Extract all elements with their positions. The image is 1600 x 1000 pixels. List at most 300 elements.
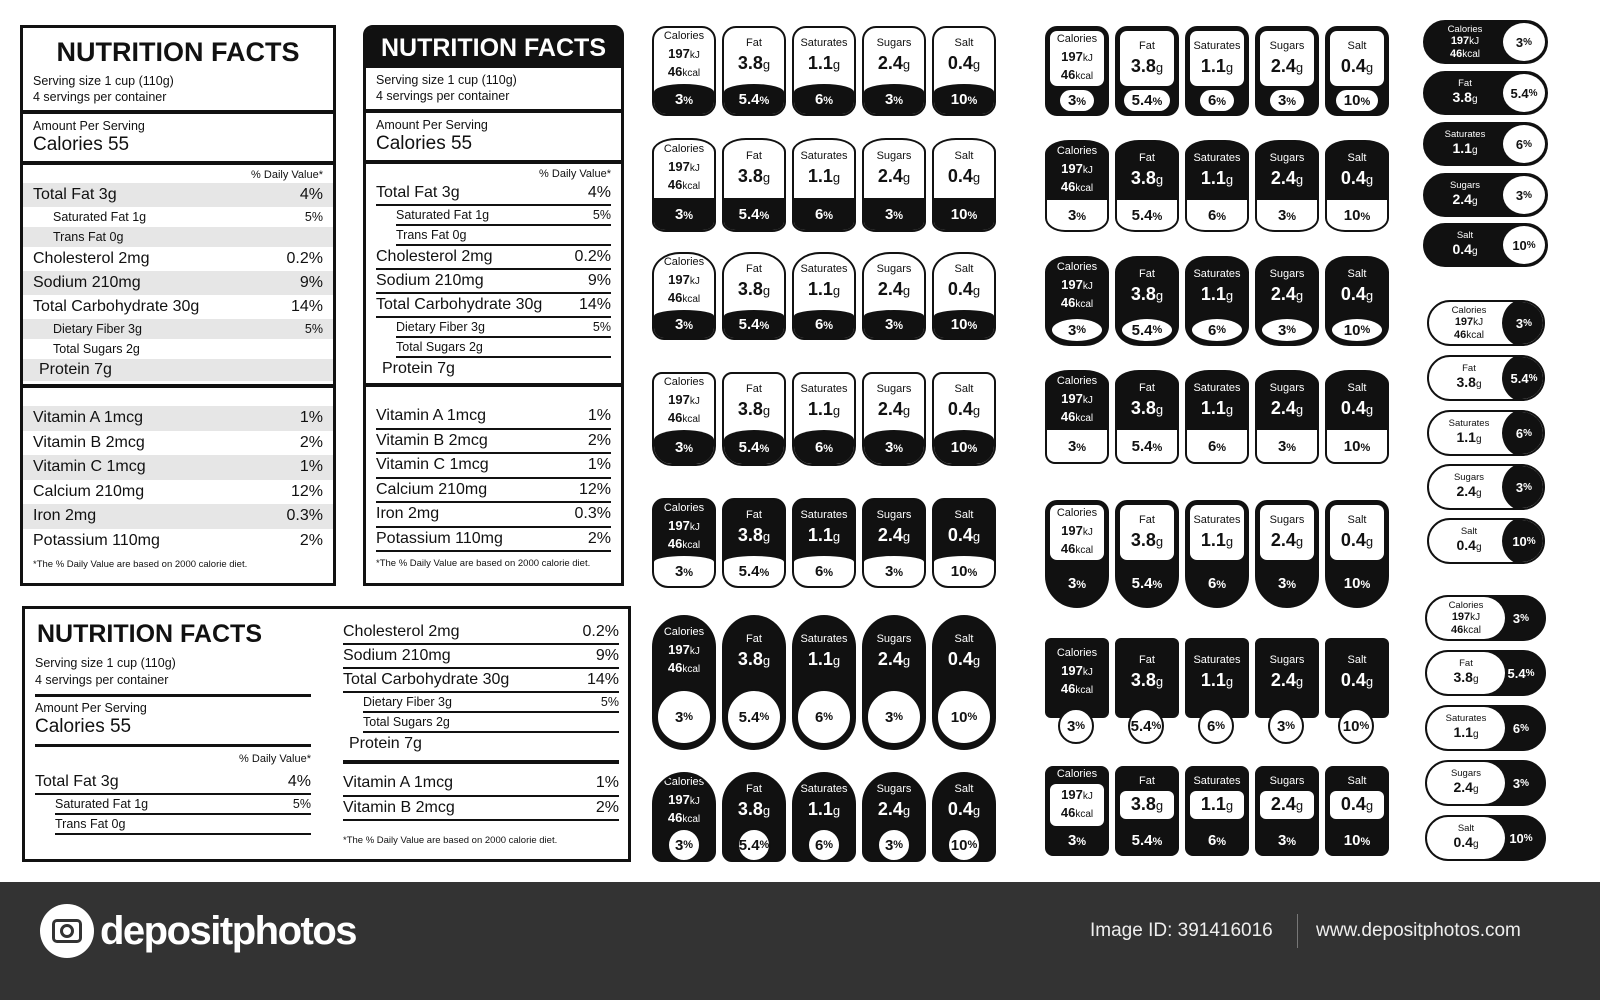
badge-label: Salt [1347,39,1367,52]
percent-unit: % [823,442,834,455]
percent-number: 10 [950,562,968,580]
amount-per-serving: Amount Per Serving [35,701,147,715]
percent-unit: % [1076,324,1087,336]
amount-unit: kcal [682,540,701,551]
nutrient-row [35,771,311,795]
percent-value [675,91,693,108]
amount-unit: g [1225,59,1234,75]
badge-daily-value [794,830,854,860]
percent-number: 6 [814,90,824,108]
amount-per-serving: Amount Per Serving [33,119,145,133]
serving-size: Serving size 1 cup (110g) [33,74,174,88]
percent-value [1132,832,1163,849]
badge-label: Sugars [876,509,912,521]
badge-content [794,617,854,686]
badge-label: Fat [1139,775,1155,787]
amount-value [878,525,910,547]
badge-amount [808,525,840,547]
percent-number: 3 [674,562,684,580]
percent-unit: % [823,566,834,579]
badge-amount [1120,791,1174,819]
amount-value [668,159,700,177]
badge-daily-value [724,430,784,464]
badge-daily-value [724,198,784,230]
amount-number: 0.4 [1340,55,1366,76]
amount-value [1061,391,1093,409]
pill-daily-value [1499,653,1543,693]
percent-number: 3 [884,315,894,333]
badge-amount [1341,530,1373,552]
image-id: Image ID: 391416016 [1090,920,1273,941]
amount-number: 0.4 [947,799,973,819]
badge-daily-value [934,686,994,748]
badge-label: Sugars [876,263,912,275]
nutrient-rows [333,621,629,755]
amount-number: 3.8 [737,279,763,299]
amount-unit: g [972,652,981,668]
badge-daily-value [1117,86,1177,114]
nutrient-badge-saturates [792,615,856,750]
vitamin-row [376,430,611,455]
vitamin-name: Vitamin C 1mcg [376,456,489,474]
amount-number: 2.4 [1456,483,1476,499]
pill-label: Calories [1447,23,1483,35]
badge-daily-value [794,556,854,586]
badge-daily-value [1117,430,1177,462]
percent-number: 3 [1515,34,1524,50]
badge-content [934,774,994,830]
amount-value [1452,611,1480,624]
nutrient-row [376,358,611,380]
percent-value [885,563,903,580]
amount-number: 2.4 [877,648,903,669]
badge-daily-value [934,430,994,464]
vitamin-daily-value: 12% [578,480,611,498]
amount-unit: g [1295,288,1304,303]
amount-value [1131,530,1163,552]
percent-number: 10 [950,205,968,223]
amount-number: 2.4 [1270,794,1296,814]
amount-number: 46 [667,410,683,425]
badge-content [654,140,714,198]
nutrient-daily-value: 5% [592,208,611,222]
percent-unit: % [1152,835,1163,848]
amount-number: 1.1 [1200,284,1226,304]
badge-daily-value [724,686,784,748]
nutrient-badge-saturates [792,772,856,862]
amount-value [668,272,700,290]
pill-label: Fat [1459,658,1473,669]
nutrient-name: Total Carbohydrate 30g [33,298,200,315]
badge-content [654,774,714,830]
badge-daily-value [1327,200,1387,230]
badge-content [934,374,994,430]
badge-label: Saturates [1193,654,1241,666]
nutrient-row [343,733,619,755]
amount-number: 3.8 [737,166,763,186]
amount-unit: kJ [689,163,700,174]
vitamin-daily-value: 1% [299,458,323,476]
percent-unit: % [1216,835,1227,848]
amount-unit: kJ [689,50,700,61]
amount-number: 197 [668,46,690,61]
site-url[interactable]: www.depositphotos.com [1316,920,1521,941]
badge-content [654,28,714,84]
amount-unit: kcal [1075,685,1094,696]
nutrient-row [376,270,611,294]
badge-label: Calories [1056,261,1098,273]
amount-value [1201,56,1233,78]
percent-value [1200,90,1234,111]
amount-number: 197 [668,641,690,657]
badge-amount [1271,56,1303,78]
vitamin-daily-value: 1% [595,774,619,792]
amount-value [1061,523,1093,541]
percent-number: 3 [1512,775,1521,791]
vitamin-daily-value: 0.3% [574,505,611,523]
badge-label: Calories [1056,506,1098,519]
badge-daily-value [724,830,784,860]
badge-daily-value [1047,706,1107,735]
percent-value [1260,317,1314,343]
badge-content [654,374,714,430]
nutrient-name: Total Fat 3g [376,184,460,201]
nutrient-pill-saturates [1423,122,1548,166]
vitamin-row [376,528,611,553]
nutrient-badge-saturates [792,498,856,588]
percent-unit: % [823,94,834,107]
nutrient-name: Sodium 210mg [33,274,141,291]
percent-value [1278,438,1296,455]
amount-unit: g [1475,542,1482,553]
percent-unit: % [967,566,978,579]
amount-unit: g [832,403,841,418]
amount-unit: kcal [1075,413,1094,424]
amount-unit: g [1225,533,1234,549]
badge-amount [1271,530,1303,552]
percent-value [1330,317,1384,343]
amount-unit: g [762,529,771,544]
percent-unit: % [1285,720,1296,732]
badge-content [1050,31,1104,86]
amount-unit: g [1475,434,1482,445]
percent-unit: % [1360,441,1371,454]
nutrient-pill-fat [1423,71,1548,115]
badge-label: Calories [1056,375,1098,387]
badge-content [864,500,924,556]
amount-unit: g [972,57,981,72]
badge-label: Saturates [1193,39,1241,52]
amount-number: 197 [668,518,690,533]
amount-value [1271,670,1303,692]
percent-value [1132,438,1163,455]
percent-number: 3 [1067,91,1077,109]
nutrient-row [23,183,333,207]
vitamin-daily-value: 1% [587,407,611,425]
badge-daily-value [864,556,924,586]
amount-unit: g [1472,784,1479,795]
pill-label: Salt [1460,526,1478,537]
nutrient-daily-value: 0.2% [286,250,323,267]
badge-amount [1271,284,1303,306]
badge-amount [1131,670,1163,692]
amount-value [1453,834,1478,853]
badge-amount [1330,791,1384,819]
amount-number: 3.8 [1130,529,1156,550]
nutrient-badge-saturates [792,372,856,466]
amount-unit: kJ [689,522,700,533]
percent-number: 3 [884,90,894,108]
badge-label: Saturates [1193,382,1241,394]
nutrient-daily-value: 4% [587,184,611,201]
percent-value [815,316,833,333]
percent-unit: % [1152,578,1163,591]
percent-number: 10 [950,836,968,854]
amount-value [1131,670,1163,692]
badge-content [1330,505,1384,560]
badge-content [1047,372,1107,430]
nutrient-pill-salt [1427,518,1545,564]
vitamin-rows [333,772,629,821]
pill-daily-value [1503,226,1545,264]
badge-daily-value [794,84,854,114]
percent-value [675,563,693,580]
badge-content [1187,768,1247,826]
amount-unit: kJ [689,796,700,807]
amount-value [808,279,840,301]
amount-number: 197 [1454,315,1474,328]
nutrient-row [396,206,611,226]
badge-label: Salt [954,150,974,162]
percent-unit: % [1286,578,1297,591]
amount-number: 3.8 [1130,794,1156,814]
serving-size: Serving size 1 cup (110g) [376,73,517,87]
amount-value [1061,67,1093,85]
badge-amount [1341,168,1373,190]
percent-value [1124,90,1171,111]
badge-label: Sugars [876,37,912,49]
amount-number: 46 [1060,540,1076,556]
amount-value [1341,530,1373,552]
nutrient-badge-calories [1045,370,1109,464]
amount-value [1455,316,1483,329]
nutrient-name: Total Fat 3g [35,773,119,790]
nutrient-badge-sugars [862,372,926,466]
vitamin-row [343,797,619,822]
amount-number: 46 [667,536,683,551]
percent-unit: % [1286,441,1297,454]
amount-value [948,649,980,671]
badge-amount [1271,168,1303,190]
amount-number: 3.8 [1456,374,1476,390]
badge-amount [948,279,980,301]
amount-unit: kJ [1082,667,1093,678]
badge-amount [738,799,770,821]
amount-number: 46 [667,177,683,192]
badge-label: Sugars [876,783,912,795]
percent-unit: % [1523,832,1533,844]
amount-unit: g [902,57,911,72]
badge-daily-value [934,830,994,860]
badge-content [1117,640,1177,706]
badge-content [1327,640,1387,706]
badge-label: Saturates [1193,775,1241,787]
percent-unit: % [1152,95,1163,108]
amount-unit: kJ [1470,611,1481,623]
calories: Calories 55 [33,134,130,155]
badge-daily-value [1117,316,1177,344]
amount-value [1061,681,1093,699]
amount-value [808,53,840,75]
badge-amount [1201,398,1233,420]
badge-content [794,500,854,556]
percent-number: 3 [884,438,894,456]
percent-number: 5.4 [1131,91,1153,109]
amount-value [878,166,910,188]
percent-value [739,206,770,223]
badge-amount [738,53,770,75]
pill-content [1427,707,1505,749]
badge-daily-value [1187,200,1247,230]
percent-value [1344,575,1370,592]
nutrient-daily-value: 0.2% [574,248,611,265]
badge-label: Saturates [800,509,848,521]
pill-daily-value [1502,464,1545,510]
percent-unit: % [1360,210,1371,223]
percent-unit: % [1360,835,1371,848]
amount-unit: kJ [1082,791,1093,802]
right-column [333,621,629,849]
percent-number: 3 [674,836,684,854]
badge-daily-value [1257,430,1317,462]
percent-value [951,563,977,580]
nutrient-badge-fat [722,772,786,862]
badge-amount [808,649,840,671]
badge-label: Sugars [1269,513,1305,526]
amount-unit: g [902,403,911,418]
badge-daily-value [1327,706,1387,735]
nutrient-pill-calories [1425,595,1546,641]
badge-daily-value [1187,826,1247,854]
amount-number: 2.4 [877,399,903,419]
badge-label: Sugars [1269,382,1305,394]
nutrient-badge-sugars [1255,256,1319,346]
nutrient-badge-calories [1045,26,1109,116]
percent-number: 5.4 [738,315,760,333]
amount-number: 1.1 [1456,429,1476,445]
amount-value [948,53,980,75]
badge-amount [1131,56,1163,78]
percent-value [815,91,833,108]
amount-unit: g [1365,172,1374,187]
amount-number: 0.4 [1340,529,1366,550]
vitamin-daily-value: 2% [299,433,323,451]
nutrient-badge-saturates [1185,140,1249,232]
percent-number: 3 [1512,610,1521,626]
amount-number: 0.4 [947,279,973,299]
nutrient-badge-calories [1045,140,1109,232]
amount-unit: g [1295,402,1304,417]
amount-unit: g [1365,402,1374,417]
badge-amount [1131,398,1163,420]
brand-logo[interactable]: depositphotos [100,909,357,953]
badge-amount [1271,670,1303,692]
nutrient-badge-saturates [1185,766,1249,856]
percent-number: 3 [1067,206,1077,224]
percent-unit: % [759,711,770,723]
percent-value [951,91,977,108]
badge-label: Calories [663,256,705,268]
percent-number: 3 [1277,437,1287,455]
nutrient-badge-calories [1045,500,1109,608]
amount-value [738,399,770,421]
percent-number: 5.4 [1131,574,1153,592]
footnote: *The % Daily Value are based on 2000 calorie diet. [376,558,591,569]
badge-content [1257,640,1317,706]
amount-value [1201,168,1233,190]
percent-number: 6 [1207,91,1217,109]
amount-number: 3.8 [1130,55,1156,76]
nutrition-label-striped [20,25,336,586]
percent-number: 6 [1512,720,1521,736]
badge-daily-value [1257,86,1317,114]
nutrient-row [363,693,619,713]
vitamin-daily-value: 0.3% [286,507,323,525]
nutrient-pill-fat [1427,355,1545,401]
nutrient-name: Sodium 210mg [343,647,451,664]
nutrient-daily-value: 9% [595,647,619,664]
percent-unit: % [1526,535,1536,547]
badge-amount [1201,530,1233,552]
nutrient-pill-sugars [1423,173,1548,217]
badge-content [1257,768,1317,826]
percent-unit: % [1286,324,1297,336]
vitamin-row [376,479,611,504]
nutrient-daily-value: 5% [292,797,311,811]
amount-number: 2.4 [1453,779,1473,795]
badge-amount [1201,168,1233,190]
badge-label: Fat [746,783,762,795]
amount-unit: kcal [1075,299,1094,310]
badge-content [1117,372,1177,430]
nutrient-name: Saturated Fat 1g [55,797,149,811]
nutrient-badge-sugars [862,615,926,750]
percent-number: 3 [884,708,894,726]
vitamin-daily-value: 1% [587,456,611,474]
nutrient-name: Dietary Fiber 3g [363,695,452,709]
badge-daily-value [864,198,924,230]
amount-unit: g [1155,402,1164,417]
amount-unit: kcal [682,663,701,675]
amount-unit: g [762,803,771,818]
amount-unit: g [1472,839,1479,850]
percent-unit: % [759,442,770,455]
amount-value [948,525,980,547]
badge-amount [738,525,770,547]
nutrient-name: Total Sugars 2g [53,342,140,356]
pill-label: Salt [1456,230,1474,241]
pill-label: Sugars [1449,180,1481,191]
percent-value [951,439,977,456]
amount-unit: g [762,57,771,72]
nutrient-pill-saturates [1425,705,1546,751]
amount-value [1201,284,1233,306]
amount-number: 1.1 [807,399,833,419]
percent-value [1198,708,1234,744]
badge-daily-value [1327,826,1387,854]
percent-unit: % [1360,324,1371,336]
badge-amount [808,799,840,821]
